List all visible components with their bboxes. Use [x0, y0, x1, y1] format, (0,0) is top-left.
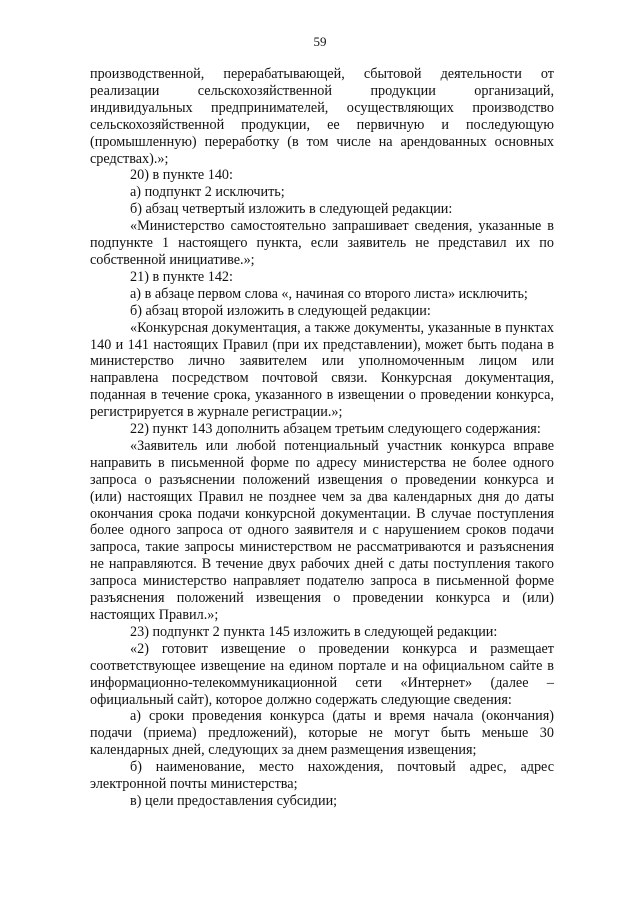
document-body	[90, 66, 554, 810]
paragraph: 22) пункт 143 дополнить абзацем третьим следующего содержания:	[130, 421, 541, 438]
page-number: 59	[313, 34, 327, 49]
paragraph: б) абзац четвертый изложить в следующей редакции:	[130, 201, 453, 218]
paragraph: б) абзац второй изложить в следующей редакции:	[130, 302, 431, 319]
paragraph: 23) подпункт 2 пункта 145 изложить в следующей редакции:	[130, 623, 498, 640]
paragraph: 21) в пункте 142:	[130, 268, 233, 285]
paragraph: «2) готовит извещение о проведении конкурса и размещает соответствующее извещение на едином портале и на официальном сайте в информационно-телекоммуникационной сети «Интернет» (далее – официальный сайт), которое должно содержать следующие сведения:	[90, 640, 554, 708]
paragraph: а) в абзаце первом слова «, начиная со второго листа» исключить;	[130, 285, 528, 302]
paragraph: «Заявитель или любой потенциальный участник конкурса вправе направить в письменной форме по адресу министерства не более одного запроса о разъяснении положений извещения о проведении конкурса и (или) настоящих Правил не позднее чем за два календарных дня до даты окончания срока подачи конкурсной документации. В случае поступления более одного запроса от одного заявителя и с нарушением сроков подачи запроса, такие запросы министерством не рассматриваются и разъяснения не направляются. В течение двух рабочих дней с даты поступления такого запроса министерство направляет подателю запроса в письменной форме разъяснения положений извещения о проведении конкурса и (или) настоящих Правил.»;	[90, 437, 554, 623]
paragraph: а) сроки проведения конкурса (даты и время начала (окончания) подачи (приема) предложений), которые не могут быть меньше 30 календарных дней, следующих за днем размещения извещения;	[90, 708, 554, 759]
paragraph: «Конкурсная документация, а также документы, указанные в пунктах 140 и 141 настоящих Правил (при их представлении), может быть подана в министерство лично заявителем или уполномоченным лицом или направлена посредством почтовой связи. Конкурсная документация, поданная в течение срока, указанного в извещении о проведении конкурса, регистрируется в журнале регистрации.»;	[90, 319, 554, 421]
paragraph: в) цели предоставления субсидии;	[130, 792, 338, 809]
paragraph: «Министерство самостоятельно запрашивает сведения, указанные в подпункте 1 настоящего пункта, если заявитель не представил их по собственной инициативе.»;	[90, 218, 554, 268]
paragraph: 20) в пункте 140:	[130, 167, 233, 184]
paragraph: б) наименование, место нахождения, почтовый адрес, адрес электронной почты министерства;	[90, 759, 554, 793]
paragraph: производственной, перерабатывающей, сбытовой деятельности от реализации сельскохозяйственной продукции организаций, индивидуальных предпринимателей, осуществляющих производство сельскохозяйственной продукции, ее первичную и последующую (промышленную) переработку (в том числе на арендованных основных средствах).»;	[90, 66, 554, 167]
paragraph: а) подпункт 2 исключить;	[130, 184, 285, 201]
